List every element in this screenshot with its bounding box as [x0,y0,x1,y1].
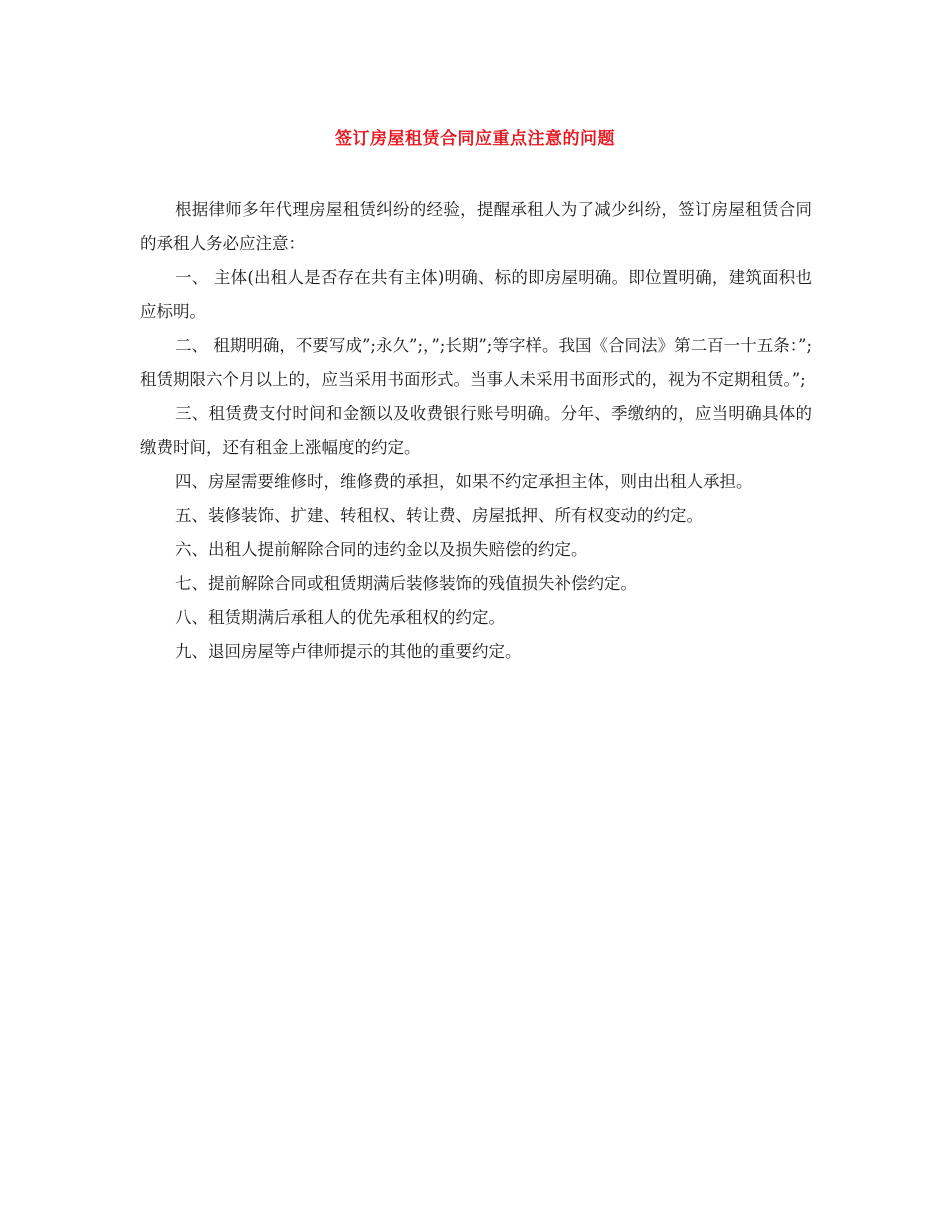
document-title: 签订房屋租赁合同应重点注意的问题 [335,129,615,149]
paragraph-item-6: 六、出租人提前解除合同的违约金以及损失赔偿的约定。 [175,540,588,559]
document-body [140,193,812,669]
paragraph-item-8: 八、租赁期满后承租人的优先承租权的约定。 [175,608,505,627]
paragraph-item-4: 四、房屋需要维修时，维修费的承担，如果不约定承担主体，则由出租人承担。 [175,472,753,491]
paragraph-item-3: 三、租赁费支付时间和金额以及收费银行账号明确。分年、季缴纳的，应当明确具体的缴费时间，还有租金上涨幅度的约定。 [140,404,812,457]
paragraph-intro: 根据律师多年代理房屋租赁纠纷的经验，提醒承租人为了减少纠纷，签订房屋租赁合同的承租人务必应注意： [140,200,812,253]
paragraph-item-7: 七、提前解除合同或租赁期满后装修装饰的残值损失补偿约定。 [175,574,637,593]
paragraph-item-2: 二、 租期明确，不要写成”;永久”;，”;长期”;等字样。我国《合同法》第二百一十五条：”;租赁期限六个月以上的，应当采用书面形式。当事人未采用书面形式的，视为不定期租赁。”; [140,336,812,389]
paragraph-item-9: 九、退回房屋等卢律师提示的其他的重要约定。 [175,642,522,661]
paragraph-item-1: 一、 主体(出租人是否存在共有主体)明确、标的即房屋明确。即位置明确，建筑面积也应标明。 [140,268,812,321]
paragraph-item-5: 五、装修装饰、扩建、转租权、转让费、房屋抵押、所有权变动的约定。 [175,506,703,525]
